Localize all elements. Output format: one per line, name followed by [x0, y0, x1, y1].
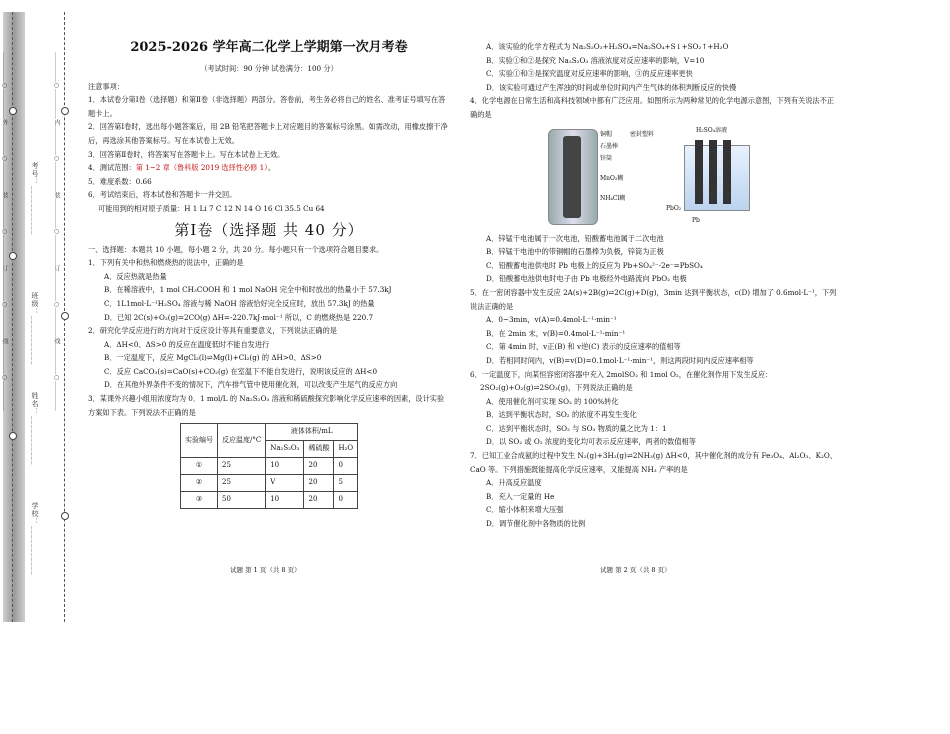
question-option: A．升高反应温度: [486, 478, 542, 488]
notice-item: 6．考试结束后，将本试卷和答题卡一并交回。: [88, 190, 237, 200]
exam-subtitle: （考试时间：90 分钟 试卷满分：100 分）: [200, 64, 338, 73]
question-4-stem: 4．化学电源在日常生活和高科技领域中都有广泛应用。如图所示为两种常见的化学电源示意图，下列有关说法不正确的是: [470, 96, 834, 119]
question-option: D．该实验可通过产生浑浊的时间或单位时间内产生气体的体积判断反应的快慢: [486, 82, 737, 92]
exam-number-field: 考号：___________: [31, 162, 39, 236]
question-option: C．实验①和③是探究温度对反应速率的影响，③的反应速率更快: [486, 69, 693, 79]
hole-marker: [61, 107, 69, 115]
notice-item: 1．本试卷分第Ⅰ卷（选择题）和第Ⅱ卷（非选择题）两部分。答卷前，考生务必将自己的姓名、准考证号填写在答题卡上。: [88, 95, 446, 118]
question-option: A．反应热就是热量: [104, 271, 167, 281]
question-option: D．以 SO₂ 或 O₂ 浓度的变化均可表示反应速率，两者的数值相等: [486, 437, 696, 447]
test-scope: 第 1~2 章（鲁科版 2019 选择性必修 1）: [135, 163, 268, 173]
question-option: B．一定温度下，反应 MgCl₂(l)⇌Mg(l)+Cl₂(g) 的 ΔH>0、ΔS>0: [104, 353, 322, 363]
notice-4-prefix: 4．测试范围：: [88, 163, 136, 173]
school-field: 学校：___________: [31, 502, 39, 576]
figure-label: 密封塑料: [630, 130, 655, 138]
table-row: [181, 458, 358, 475]
figure-label: 石墨棒: [600, 142, 619, 150]
question-option: D．已知 2C(s)+O₂(g)=2CO(g) ΔH=-220.7kJ·mol⁻¹ 所以，C 的燃烧热是 220.7: [104, 312, 374, 322]
table-row: [181, 492, 358, 509]
class-field: 班级：___________: [31, 292, 39, 366]
question-6-equation: 2SO₂(g)+O₂(g)⇌2SO₃(g)，下列说法正确的是: [480, 383, 633, 393]
hole-marker: [9, 432, 17, 440]
binding-margin: [0, 12, 72, 632]
table-cell: 0: [334, 492, 358, 509]
table-cell: 50: [218, 492, 266, 509]
table-header: 稀硫酸: [304, 441, 334, 458]
hole-marker: [9, 252, 17, 260]
question-option: B．充入一定量的 He: [486, 491, 555, 501]
question-1-stem: 1．下列有关中和热和燃烧热的说法中，正确的是: [88, 258, 244, 268]
figure-label: H₂SO₄溶液: [696, 126, 728, 134]
question-option: A．使用催化剂可实现 SO₂ 的 100%转化: [486, 396, 619, 406]
outer-cut-line: [12, 12, 13, 622]
experiment-table: [180, 423, 358, 509]
page-1-footer: 试题 第 1 页（共 8 页）: [230, 566, 301, 574]
page-2: [470, 40, 840, 531]
table-header: 实验编号: [181, 424, 218, 458]
outer-line-text: ……………○……………外……………○……………装……………○……………订……………○……………线……………○……………: [1, 52, 8, 411]
question-option: B．实验①和②是探究 Na₂S₂O₃ 溶液浓度对反应速率的影响，V=10: [486, 55, 705, 65]
atomic-masses: 可能用到的相对原子质量：H 1 Li 7 C 12 N 14 O 16 Cl 35.5 Cu 64: [98, 203, 325, 213]
figure-label: NH₄Cl糊: [600, 194, 626, 202]
table-cell: ③: [181, 492, 218, 509]
notice-item: 3．回答第Ⅱ卷时，将答案写在答题卡上。写在本试卷上无效。: [88, 149, 285, 159]
table-cell: 20: [304, 492, 334, 509]
question-option: B．达到平衡状态时，SO₂ 的浓度不再发生变化: [486, 410, 637, 420]
question-option: D．在其他外界条件不变的情况下，汽车排气管中使用催化剂，可以改变产生尾气的反应方向: [104, 380, 398, 390]
question-option: D．调节催化剂中各物质的比例: [486, 519, 586, 529]
table-header: Na₂S₂O₃: [266, 441, 304, 458]
question-option: A．0~3min，v(A)=0.4mol·L⁻¹·min⁻¹: [486, 315, 617, 325]
page-1: [88, 40, 450, 509]
question-option: C．1L1mol·L⁻¹H₂SO₄ 溶液与稀 NaOH 溶液恰好完全反应时，放出 57.3kJ 的热量: [104, 298, 375, 308]
table-cell: 10: [266, 458, 304, 475]
notice-item: 5．难度系数：0.66: [88, 176, 152, 186]
question-7-stem: 7．已知工业合成氨的过程中发生 N₂(g)+3H₂(g)⇌2NH₃(g) ΔH<0，其中催化剂的成分有 Fe₃O₄、Al₂O₃、K₂O、CaO 等。下列措施既能提高化学反应速率，又能提高 NH₃ 产率的是: [470, 451, 837, 474]
hole-marker: [61, 312, 69, 320]
section-instruction: 一、选择题：本题共 10 小题，每小题 2 分，共 20 分。每小题只有一个选项符合题目要求。: [88, 244, 384, 254]
question-option: A．ΔH<0、ΔS>0 的反应在温度低时不能自发进行: [104, 339, 270, 349]
question-option: B．锌锰干电池中的带铜帽的石墨棒为负极，锌筒为正极: [486, 247, 664, 257]
table-cell: 10: [266, 492, 304, 509]
question-option: D．铅酸蓄电池供电时电子由 Pb 电极经外电路流向 PbO₂ 电极: [486, 274, 687, 284]
table-header: 反应温度/°C: [218, 424, 266, 458]
question-option: C．反应 CaCO₃(s)=CaO(s)+CO₂(g) 在室温下不能自发进行，说明该反应的 ΔH<0: [104, 366, 378, 376]
question-option: C．铅酸蓄电池供电时 Pb 电极上的反应为 Pb+SO₄²⁻-2e⁻=PbSO₄: [486, 260, 703, 270]
figure-label: Pb: [692, 216, 700, 224]
table-header: 液体体积/mL: [266, 424, 358, 441]
name-field: 姓名：___________: [31, 392, 39, 466]
notice-heading: 注意事项：: [88, 81, 124, 91]
section-heading: 第Ⅰ卷（选择题 共 40 分）: [174, 220, 364, 239]
table-cell: 20: [304, 458, 334, 475]
notice-item: 2．回答第Ⅰ卷时，选出每小题答案后，用 2B 铅笔把答题卡上对应题目的答案标号涂黑。如需改动，用橡皮擦干净后，再选涂其他答案标号。写在本试卷上无效。: [88, 122, 448, 145]
table-cell: 20: [304, 475, 334, 492]
figure-label: PbO₂: [666, 204, 682, 212]
lead-acid-battery-image: [684, 145, 750, 211]
exam-title: 2025-2026 学年高二化学上学期第一次月考卷: [130, 40, 408, 55]
question-option: A．锌锰干电池属于一次电池，铅酸蓄电池属于二次电池: [486, 233, 664, 243]
question-3-stem: 3．某课外兴趣小组用浓度均为 0．1 mol/L 的 Na₂S₂O₃ 溶液和稀硫酸探究影响化学反应速率的因素，设计实验方案如下表。下列说法不正确的是: [88, 394, 445, 417]
battery-figure: [470, 125, 840, 229]
table-cell: 25: [218, 475, 266, 492]
question-option: C．第 4min 时，v正(B) 和 v逆(C) 表示的反应速率的值相等: [486, 342, 681, 352]
zinc-manganese-battery-image: [548, 129, 598, 225]
question-option: C．达到平衡状态时，SO₂ 与 SO₃ 物质的量之比为 1：1: [486, 423, 667, 433]
table-cell: 5: [334, 475, 358, 492]
notice-4-suffix: 。: [267, 163, 276, 173]
notice-item: [88, 161, 450, 175]
question-option: D．若相同时间内，v(B)=v(D)=0.1mol·L⁻¹·min⁻¹，则这两段时间内反应速率相等: [486, 355, 754, 365]
hole-marker: [9, 107, 17, 115]
page-2-footer: 试题 第 2 页（共 8 页）: [600, 566, 671, 574]
question-5-stem: 5．在一密闭容器中发生反应 2A(s)+2B(g)⇌2C(g)+D(g)，3min 达到平衡状态，c(D) 增加了 0.6mol·L⁻¹，下列说法正确的是: [470, 287, 837, 311]
question-option: C．缩小体积来增大压强: [486, 505, 564, 515]
question-option: A．该实验的化学方程式为 Na₂S₂O₃+H₂SO₄=Na₂SO₄+S↓+SO₂↑+H₂O: [486, 42, 729, 51]
hole-marker: [61, 512, 69, 520]
table-cell: ①: [181, 458, 218, 475]
question-6-stem: 6．一定温度下，向某恒容密闭容器中充入 2molSO₂ 和 1mol O₂，在催化剂作用下发生反应：: [470, 369, 773, 379]
table-cell: ②: [181, 475, 218, 492]
table-cell: V: [266, 475, 304, 492]
figure-label: 铜帽: [600, 130, 613, 138]
question-option: B．在稀溶液中，1 mol CH₃COOH 和 1 mol NaOH 完全中和时放出的热量小于 57.3kJ: [104, 285, 392, 295]
question-2-stem: 2．研究化学反应进行的方向对于反应设计等具有重要意义，下列说法正确的是: [88, 326, 337, 336]
figure-label: 锌筒: [600, 154, 613, 162]
table-cell: 0: [334, 458, 358, 475]
table-cell: 25: [218, 458, 266, 475]
question-option: B．在 2min 末，v(B)=0.4mol·L⁻¹·min⁻¹: [486, 328, 626, 338]
table-row: [181, 475, 358, 492]
table-header: H₂O: [334, 441, 358, 458]
figure-label: MnO₂糊: [600, 174, 624, 182]
inner-line-text: ……………○……………内……………○……………装……………○……………订……………○……………线……………○……………: [53, 52, 60, 411]
